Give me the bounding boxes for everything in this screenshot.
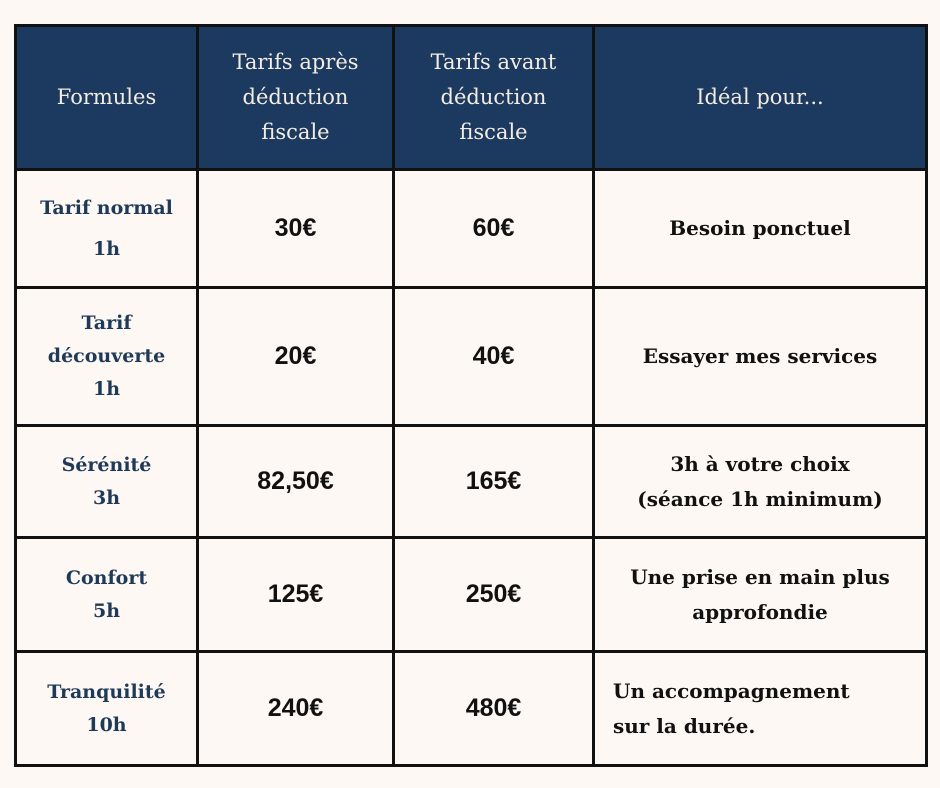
ideal-for-line: (séance 1h minimum) — [637, 486, 883, 511]
header-label-line: déduction — [242, 85, 349, 109]
price-before-tax: 40€ — [394, 288, 594, 426]
ideal-for-line: Besoin ponctuel — [669, 216, 851, 240]
formula-name: Tarif normal — [40, 196, 173, 219]
ideal-for-line: sur la durée. — [613, 713, 756, 738]
ideal-for-cell — [594, 652, 927, 766]
formula-duration: 1h — [92, 378, 121, 400]
formula-cell — [16, 538, 198, 652]
formula-cell — [16, 170, 198, 288]
header-label-line: déduction — [440, 85, 547, 109]
table-row — [16, 652, 927, 766]
price-after-tax: 30€ — [198, 170, 394, 288]
formula-duration: 3h — [92, 486, 121, 509]
header-label-line: Tarifs avant — [430, 50, 557, 74]
header-label-line: fiscale — [459, 120, 528, 144]
header-label: Formules — [56, 85, 157, 109]
table-row — [16, 288, 927, 426]
formula-cell — [16, 288, 198, 426]
ideal-for-cell — [594, 538, 927, 652]
price-before-tax: 250€ — [394, 538, 594, 652]
formula-name: Confort — [65, 566, 148, 589]
table-row — [16, 170, 927, 288]
price-after-tax: 20€ — [198, 288, 394, 426]
ideal-for-line: 3h à votre choix — [670, 451, 850, 476]
ideal-for-cell — [594, 426, 927, 538]
ideal-for-cell — [594, 170, 927, 288]
price-before-tax: 165€ — [394, 426, 594, 538]
header-label-line: Tarifs après — [232, 50, 359, 74]
table-row — [16, 538, 927, 652]
ideal-for-cell — [594, 288, 927, 426]
ideal-for-line: Essayer mes services — [642, 344, 878, 368]
header-label-line: fiscale — [261, 120, 330, 144]
price-before-tax: 60€ — [394, 170, 594, 288]
formula-name: découverte — [47, 345, 166, 367]
formula-cell — [16, 652, 198, 766]
table-row — [16, 426, 927, 538]
ideal-for-line: Un accompagnement — [613, 678, 850, 703]
formula-cell — [16, 426, 198, 538]
price-after-tax: 125€ — [198, 538, 394, 652]
formula-name: Sérénité — [61, 453, 152, 476]
formula-duration: 5h — [92, 599, 121, 622]
header-after-tax — [198, 26, 394, 170]
price-after-tax: 82,50€ — [198, 426, 394, 538]
formula-duration: 10h — [86, 713, 127, 736]
header-before-tax — [394, 26, 594, 170]
ideal-for-line: approfondie — [692, 599, 828, 624]
price-after-tax: 240€ — [198, 652, 394, 766]
ideal-for-line: Une prise en main plus — [630, 564, 890, 589]
formula-name: Tarif — [81, 312, 132, 334]
pricing-table — [14, 24, 928, 767]
header-formules — [16, 26, 198, 170]
header-row — [16, 26, 927, 170]
header-ideal-for — [594, 26, 927, 170]
header-label: Idéal pour... — [696, 85, 824, 109]
formula-duration: 1h — [92, 237, 121, 260]
formula-name: Tranquilité — [47, 680, 166, 703]
price-before-tax: 480€ — [394, 652, 594, 766]
